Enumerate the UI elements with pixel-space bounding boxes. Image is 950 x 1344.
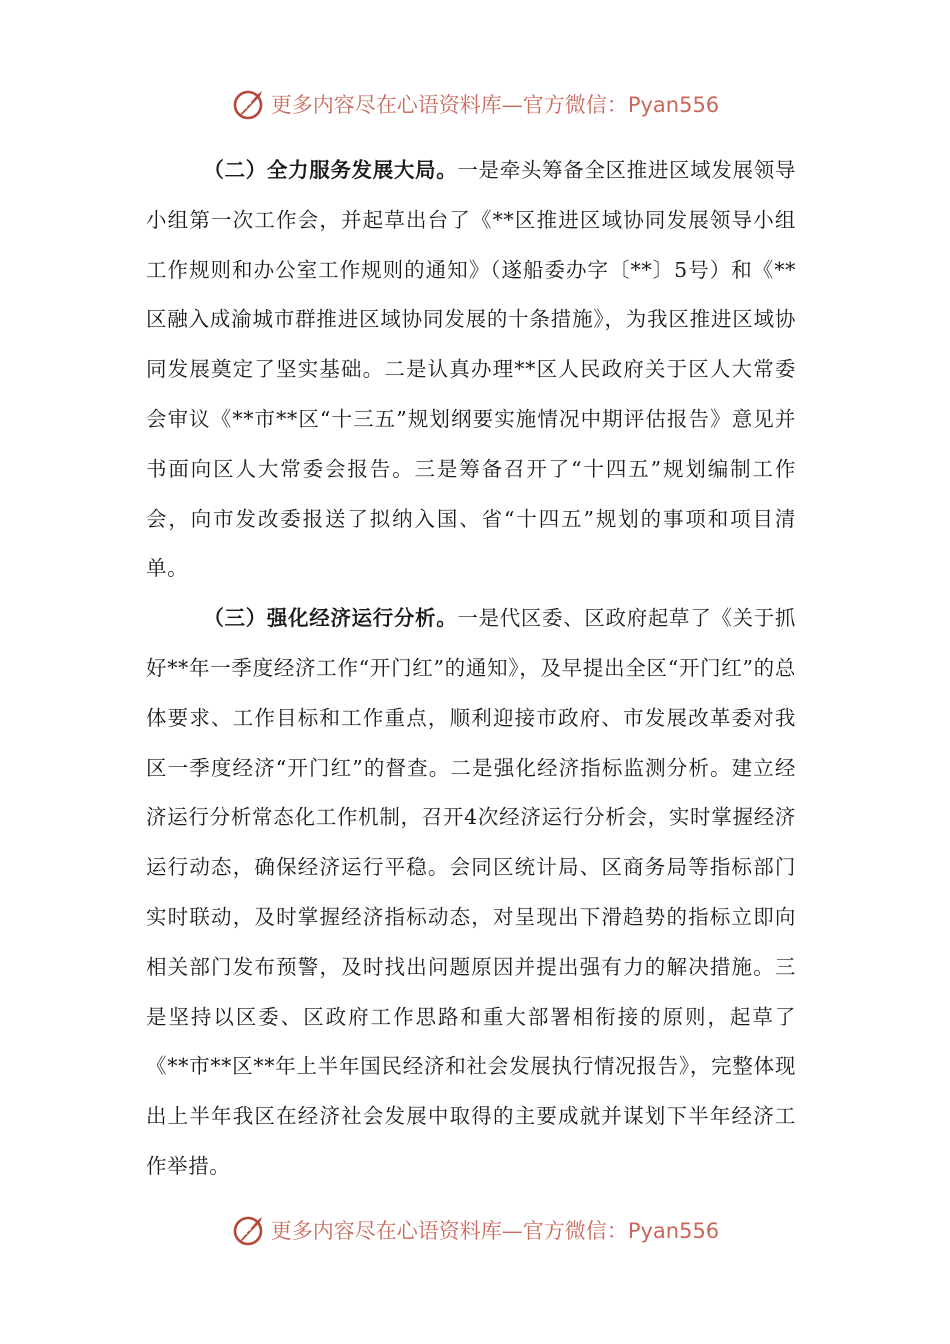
section-body: 一是牵头筹备全区推进区域发展领导小组第一次工作会，并起草出台了《**区推进区域协同发展领导小组工作规则和办公室工作规则的通知》（遂船委办字〔**〕5号）和《**区融入成渝城市群推进区域协同发展的十条措施》，为我区推进区域协同发展奠定了坚实基础。二是认真办理**区人民政府关于区人大常委会审议《**市**区“十三五”规划纲要实施情况中期评估报告》意见并书面向区人大常委会报告。三是筹备召开了“十四五”规划编制工作会，向市发改委报送了拟纳入国、省“十四五”规划的事项和项目清单。: [146, 158, 796, 581]
banner-label: 更多内容尽在心语资料库—官方微信：: [270, 1219, 628, 1243]
section-heading: （二）全力服务发展大局。: [203, 158, 458, 182]
banner-text: [271, 89, 719, 119]
quill-pen-logo-icon: [231, 1212, 267, 1248]
banner-text: [271, 1215, 719, 1245]
footer-banner: [0, 1210, 950, 1250]
section-body: 一是代区委、区政府起草了《关于抓好**年一季度经济工作“开门红”的通知》，及早提出全区“开门红”的总体要求、工作目标和工作重点，顺利迎接市政府、市发展改革委对我区一季度经济“开门红”的督查。二是强化经济指标监测分析。建立经济运行分析常态化工作机制，召开4次经济运行分析会，实时掌握经济运行动态，确保经济运行平稳。会同区统计局、区商务局等指标部门实时联动，及时掌握经济指标动态，对呈现出下滑趋势的指标立即向相关部门发布预警，及时找出问题原因并提出强有力的解决措施。三是坚持以区委、区政府工作思路和重大部署相衔接的原则，起草了《**市**区**年上半年国民经济和社会发展执行情况报告》，完整体现出上半年我区在经济社会发展中取得的主要成就并谋划下半年经济工作举措。: [146, 606, 796, 1178]
section-heading: （三）强化经济运行分析。: [203, 606, 458, 631]
section-paragraph: [146, 594, 796, 1192]
section-paragraph: [146, 146, 796, 594]
wechat-handle: Pyan556: [627, 1219, 720, 1243]
banner-label: 更多内容尽在心语资料库—官方微信：: [270, 93, 628, 117]
wechat-handle: Pyan556: [627, 93, 720, 117]
quill-pen-logo-icon: [231, 86, 267, 122]
document-body: [146, 146, 796, 1192]
header-banner: [0, 84, 950, 124]
